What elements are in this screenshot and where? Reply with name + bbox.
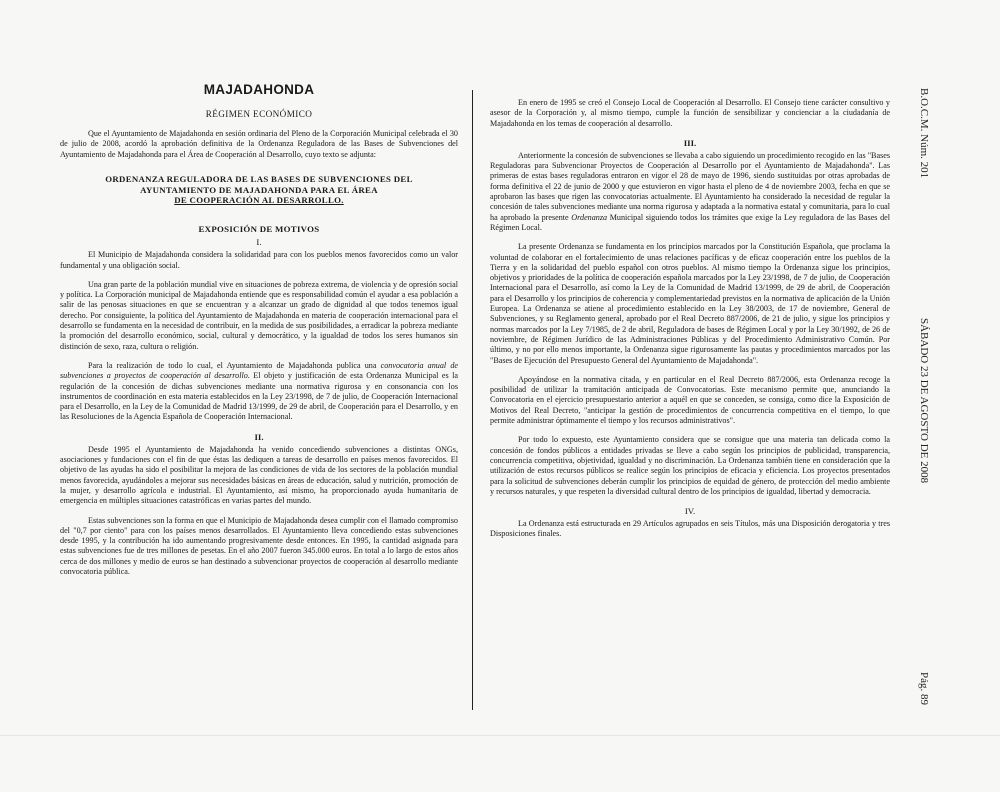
paragraph: El Municipio de Majadahonda considera la solidaridad para con los pueblos menos favorecidos como un valor fundamental y una obligación social. [60,250,458,270]
paragraph-text: Municipal siguiendo todos los trámites que exige la Ley reguladora de las Bases del Régimen Local. [490,212,891,232]
side-margin-publication: B.O.C.M. Núm. 201 [918,88,930,179]
paragraph [60,361,458,423]
left-column [60,82,458,586]
paragraph: En enero de 1995 se creó el Consejo Local de Cooperación al Desarrollo. El Consejo tiene carácter consultivo y asesor de la Corporación y, al mismo tiempo, cumple la función de sensibilizar y concienciar a la ciudadanía de Majadahonda en los temas de cooperación al desarrollo. [490,98,890,128]
masthead-municipality: MAJADAHONDA [203,82,315,97]
paragraph-text: Para la realización de todo lo cual, el Ayuntamiento de Majadahonda publica una [88,360,381,370]
exposition-heading: EXPOSICIÓN DE MOTIVOS [198,224,320,235]
paragraph-text: . El objeto y justificación de esta Ordenanza Municipal es la regulación de la concesión de dichas subvenciones mediante una normativa rigurosa y en consonancia con los instrumentos de coordinación en esta materia establecidos en la Ley 23/1998, de 7 de julio, de Cooperación Internacional para el Desarrollo, en la Ley de la Comunidad de Madrid 13/1999, de 29 de abril, de Cooperación para el Desarrollo, y en las Resoluciones de la Agencia Española de Cooperación Internacional. [60,371,458,422]
paragraph-emphasis: Ordenanza [571,212,608,222]
section-label: RÉGIMEN ECONÓMICO [205,109,313,119]
side-margin-date: SÁBADO 23 DE AGOSTO DE 2008 [918,318,930,484]
ordinance-title-line: AYUNTAMIENTO DE MAJADAHONDA PARA EL ÁREA [140,184,378,195]
right-column [490,98,890,549]
paragraph: La presente Ordenanza se fundamenta en los principios marcados por la Constitución Española, que proclama la voluntad de colaborar en el fortalecimiento de unas relaciones pacíficas y de eficaz cooperación entre los pueblos de la Tierra y en la solidaridad del pueblo español con otros pueblos. Al mismo tiempo la Ordenanza sigue los principios, objetivos y prioridades de la política de cooperación española marcados por la Ley 23/1998, de 7 de julio, de Cooperación Internacional para el Desarrollo, así como la Ley de la Comunidad de Madrid 13/1999, de 29 de abril, de Cooperación para el Desarrollo y los principios de coherencia y complementariedad previstos en la normativa de aplicación de la Unión Europea. La Ordenanza se atiene al procedimiento establecido en la Ley 38/2003, de 17 de noviembre, General de Subvenciones, y su Reglamento general, aprobado por el Real Decreto 887/2006, de 21 de julio, y sigue los principios y normas marcados por la Ley 7/1985, de 2 de abril, Reguladora de bases de Régimen Local y por la Ley 30/1992, de 26 de noviembre, de Régimen Jurídico de las Administraciones Públicas y del Procedimiento Administrativo Común. Por último, y no por ello menos importante, la Ordenanza sigue rigurosamente las pautas y procedimientos marcados por las "Bases de Ejecución del Presupuesto General del Ayuntamiento de Majadahonda". [490,242,890,365]
paragraph: La Ordenanza está estructurada en 29 Artículos agrupados en seis Títulos, más una Disposición derogatoria y tres Disposiciones finales. [490,519,890,539]
scan-artifact-line [0,735,1000,736]
section-numeral-i: I. [256,237,262,248]
section-numeral-iii: III. [683,137,697,148]
ordinance-title [60,174,458,206]
section-numeral-ii: II. [254,431,264,442]
side-margin-page-number: Pág. 89 [918,672,930,705]
paragraph: Estas subvenciones son la forma en que el Municipio de Majadahonda desea cumplir con el llamado compromiso del "0,7 por ciento" para con los países menos desarrollados. El Ayuntamiento lleva concediendo estas subvenciones desde 1995, y la contribución ha ido aumentando progresivamente desde entonces. En 1995, la cantidad asignada para estas subvenciones fue de tres millones de pesetas. En el año 2007 fueron 345.000 euros. En total a lo largo de estos años cerca de dos millones y medio de euros se han destinado a subvencionar proyectos de cooperación al desarrollo mediante convocatoria pública. [60,515,458,576]
paragraph: Apoyándose en la normativa citada, y en particular en el Real Decreto 887/2006, esta Ordenanza recoge la posibilidad de utilizar la tramitación anticipada de Convocatorias. Este mecanismo permite que, anunciando la Convocatoria en el ejercicio presupuestario anterior a aquél en que se conceden, se consiga, como dice la Exposición de Motivos del Real Decreto, "anticipar la gestión de procedimientos de concurrencia competitiva en el tiempo, lo que permite administrar óptimamente el tiempo y los recursos administrativos". [490,374,890,426]
section-numeral-iv: IV. [684,506,696,517]
paragraph-emphasis: convocatoria anual de subvenciones a proyectos de cooperación al desarrollo [60,360,458,381]
paragraph [490,151,890,233]
paragraph: Desde 1995 el Ayuntamiento de Majadahonda ha venido concediendo subvenciones a distintas ONGs, asociaciones y fundaciones con el fin de que éstas las dediquen a tareas de desarrollo en países menos favorecidos. El objetivo de las ayudas ha sido el posibilitar la mejora de las condiciones de vida de los sectores de la población mundial menos favorecida, ayudándoles a mejorar sus necesidades básicas en áreas de educación, salud y nutrición, promoción de la mujer, y desarrollo agrícola e industrial. El Ayuntamiento, así mismo, ha proporcionado ayuda humanitaria de emergencia en múltiples situaciones catastróficas en varias partes del mundo. [60,444,458,506]
column-divider [472,90,473,710]
ordinance-title-line: DE COOPERACIÓN AL DESARROLLO. [174,195,344,206]
ordinance-title-line: ORDENANZA REGULADORA DE LAS BASES DE SUBVENCIONES DEL [105,173,413,184]
paragraph-text: Anteriormente la concesión de subvenciones se llevaba a cabo siguiendo un procedimiento recogido en las "Bases Reguladoras para Subvencionar Proyectos de Cooperación al Desarrollo por el Ayuntamiento de Majadahonda". Las primeras de estas bases reguladoras entraron en vigor el 28 de mayo de 1996, siendo sustituidas por otras aprobadas de forma definitiva el 22 de junio de 2000 y que estuvieron en vigor hasta el pleno de 4 de noviembre 2003, fecha en que se aprobaron las bases que rigen las convocatorias actualmente. El Ayuntamiento ha considerado la necesidad de regular la concesión de tales subvenciones mediante una norma rigurosa y adaptada a la normativa estatal y comunitaria, para lo cual ha aprobado la presente [490,150,890,222]
intro-paragraph: Que el Ayuntamiento de Majadahonda en sesión ordinaria del Pleno de la Corporación Municipal celebrada el 30 de julio de 2008, acordó la aprobación definitiva de la Ordenanza Reguladora de las Bases de Subvenciones del Ayuntamiento de Majadahonda para el Área de Cooperación al Desarrollo, cuyo texto se adjunta: [60,129,458,159]
paragraph: Una gran parte de la población mundial vive en situaciones de pobreza extrema, de violencia y de opresión social y política. La Corporación municipal de Majadahonda entiende que es responsabilidad común el ayudar a esa población a salir de las penosas situaciones en que se encuentran y a alcanzar un grado de dignidad al que todos tenemos igual derecho. Por consiguiente, la política del Ayuntamiento de Majadahonda en materia de cooperación internacional para el desarrollo se fundamenta en la necesidad de contribuir, en la medida de sus posibilidades, a erradicar la pobreza mediante la promoción del desarrollo económico, social, cultural y democrático, y la igualdad de todos los seres humanos sin distinción de sexo, raza, cultura o religión. [60,279,458,351]
paragraph: Por todo lo expuesto, este Ayuntamiento considera que se consigue que una materia tan delicada como la concesión de fondos públicos a entidades privadas se lleve a cabo según los principios de publicidad, transparencia, concurrencia competitiva, objetividad, igualdad y no discriminación. La Ordenanza también tiene en consideración que la utilización de estos recursos públicos se realice según los principios de eficacia y eficiencia. Los proyectos presentados para la solicitud de subvenciones deberán cumplir los principios de equidad de género, de protección del medio ambiente y recursos naturales, y que respeten la diversidad cultural dentro de los principios de igualdad, libertad y democracia. [490,435,890,496]
